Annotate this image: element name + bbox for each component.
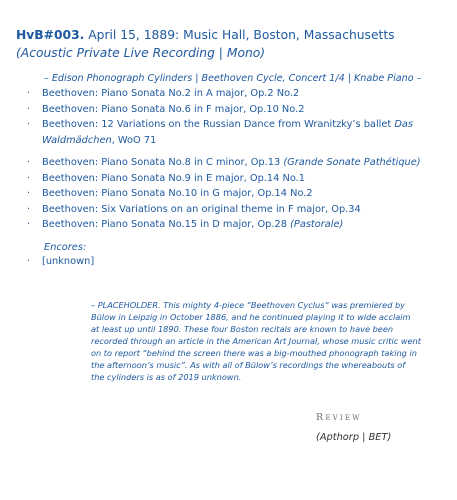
- review-credit: (Apthorp | BET): [316, 432, 392, 443]
- placeholder-note: – PLACEHOLDER. This mighty 4-piece “Beethoven Cyclus” was premiered by Bülow in Leipzig in October 1886, and he continued playing it to wide acclaim at least up until 1890. These four Boston recitals are known to have been recorded through an article in the American Art Journal, whose music critic went on to report “behind the screen there was a big-mouthed phonograph taking in the afternoon’s music”. As with all of Bülow’s recordings the whereabouts of the cylinders is as of 2019 unknown.: [91, 300, 421, 382]
- recording-id: HvB#003.: [16, 28, 85, 42]
- bullet-marker: ·: [27, 203, 31, 215]
- program-item-text: Beethoven: 12 Variations on the Russian Dance from Wranitzky’s ballet: [42, 119, 395, 130]
- program-item: [27, 86, 447, 102]
- program-item-catalog: , WoO 71: [111, 134, 157, 146]
- program-item: [27, 186, 447, 202]
- program-item-text: Beethoven: Piano Sonata No.2 in A major, Op.2 No.2: [42, 88, 300, 99]
- program-item-title: (Grande Sonate Pathétique): [283, 157, 421, 168]
- program-item-title: Das Waldmädchen: [42, 119, 414, 146]
- program-item-text: Beethoven: Piano Sonata No.6 in F major, Op.10 No.2: [42, 103, 305, 115]
- recording-header: [16, 26, 441, 62]
- concert-subheading: – Edison Phonograph Cylinders | Beethoven Cycle, Concert 1/4 | Knabe Piano –: [44, 73, 422, 84]
- bullet-marker: ·: [27, 103, 31, 115]
- program-item: [27, 217, 447, 233]
- bullet-marker: ·: [27, 188, 31, 199]
- program-item-text: Beethoven: Piano Sonata No.10 in G major, Op.14 No.2: [42, 188, 313, 199]
- bullet-marker: ·: [27, 219, 31, 230]
- review-heading: Review: [316, 412, 362, 423]
- bullet-marker: ·: [27, 172, 31, 184]
- bullet-marker: ·: [27, 256, 31, 267]
- program-item-text: Beethoven: Piano Sonata No.15 in D major, Op.28: [42, 219, 291, 230]
- bullet-marker: ·: [27, 119, 31, 130]
- encores-list: [27, 254, 447, 270]
- recording-date-place: April 15, 1889: Music Hall, Boston, Massachusetts: [84, 28, 395, 42]
- recording-type: (Acoustic Private Live Recording | Mono): [16, 46, 266, 60]
- program-item-text: Beethoven: Piano Sonata No.8 in C minor, Op.13: [42, 157, 284, 168]
- program-item: [27, 171, 447, 187]
- program-list-part-1: [27, 86, 447, 148]
- program-item-text: Beethoven: Piano Sonata No.9 in E major, Op.14 No.1: [42, 172, 305, 184]
- program-list-part-2: [27, 155, 447, 233]
- program-item: [27, 155, 447, 171]
- bullet-marker: ·: [27, 88, 31, 99]
- program-item-title: (Pastorale): [290, 219, 344, 230]
- bullet-marker: ·: [27, 157, 31, 168]
- program-item: [27, 202, 447, 218]
- program-item-text: Beethoven: Six Variations on an original theme in F major, Op.34: [42, 203, 361, 215]
- encores-label: Encores:: [44, 242, 87, 253]
- program-item: [27, 102, 447, 118]
- program-item-text: [unknown]: [42, 256, 95, 267]
- program-item: [27, 254, 447, 270]
- program-item: [27, 117, 447, 148]
